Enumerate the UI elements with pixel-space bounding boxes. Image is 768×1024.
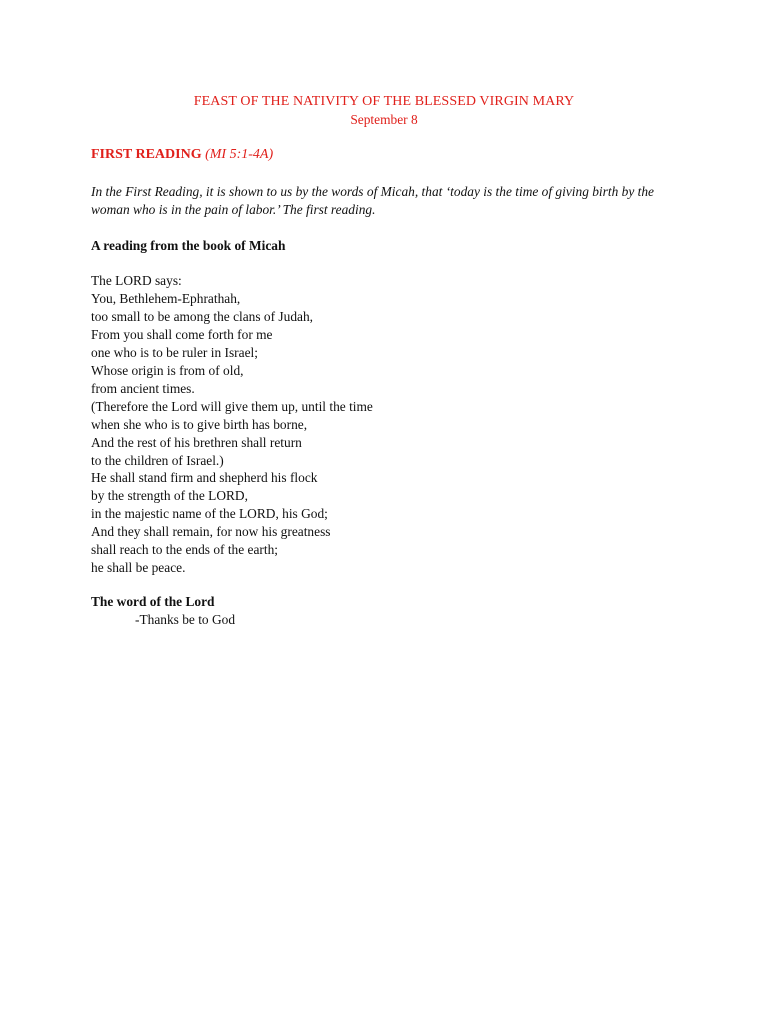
verse-line: Whose origin is from of old, (91, 362, 244, 378)
reading-heading (91, 146, 273, 164)
closing-block (91, 593, 235, 629)
reading-intro: In the First Reading, it is shown to us by the words of Micah, that ‘today is the time of giving birth by the woman who is in the pain of labor.’ The first reading. (91, 184, 654, 217)
verse-line: From you shall come forth for me (91, 326, 273, 342)
verse-line: from ancient times. (91, 380, 195, 396)
verse-line: shall reach to the ends of the earth; (91, 542, 279, 558)
reading-label: FIRST READING (91, 147, 202, 162)
verse-line: he shall be peace. (91, 560, 186, 576)
verse-line: You, Bethlehem-Ephrathah, (91, 290, 241, 306)
feast-title: FEAST OF THE NATIVITY OF THE BLESSED VIRGIN MARY (193, 94, 575, 109)
verse-line: one who is to be ruler in Israel; (91, 344, 258, 360)
verse-line: He shall stand firm and shepherd his flock (91, 470, 318, 486)
closing-response: -Thanks be to God (135, 612, 236, 627)
verse-line: And the rest of his brethren shall return (91, 434, 302, 450)
verse-line: by the strength of the LORD, (91, 488, 248, 504)
book-heading: A reading from the book of Micah (91, 238, 286, 253)
reading-reference: (MI 5:1-4A) (205, 147, 274, 162)
verse-line: in the majestic name of the LORD, his God; (91, 506, 328, 522)
verse-line: when she who is to give birth has borne, (91, 416, 308, 432)
verse-line: too small to be among the clans of Judah, (91, 308, 314, 324)
closing-acclamation: The word of the Lord (91, 594, 215, 609)
verse-line: to the children of Israel.) (91, 452, 224, 468)
title-block (0, 93, 768, 129)
feast-date: September 8 (350, 112, 418, 127)
verse-line: The LORD says: (91, 273, 182, 288)
verse-line: (Therefore the Lord will give them up, until the time (91, 398, 373, 414)
verse-block (91, 272, 373, 577)
verse-line: And they shall remain, for now his greatness (91, 524, 331, 540)
